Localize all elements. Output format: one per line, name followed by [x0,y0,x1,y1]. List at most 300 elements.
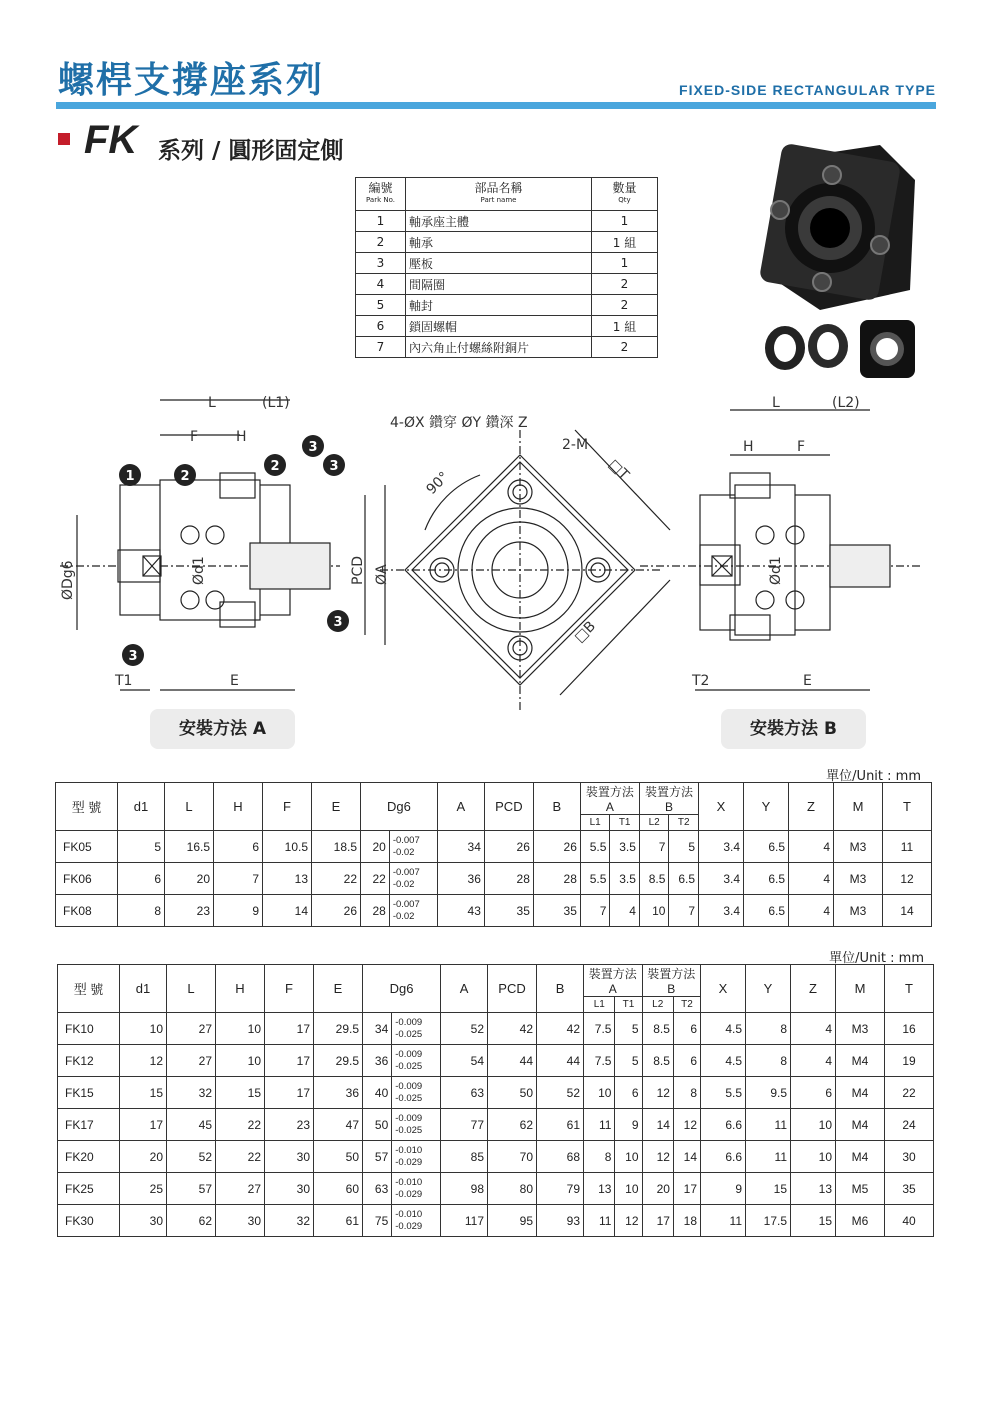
cell-Dg6: 34 [363,1013,392,1045]
cell-L1: 7 [580,895,610,927]
technical-drawings [40,385,960,715]
parts-row [356,316,658,337]
cell-tolerance [392,1077,441,1109]
tolerance-upper: -0.007 [392,898,420,910]
cell-tolerance [389,863,437,895]
product-photo [760,140,930,390]
title-rule [56,102,936,109]
cell-Dg6: 20 [361,831,390,863]
cell-F: 10.5 [263,831,312,863]
tolerance-upper: -0.009 [395,1080,423,1092]
dim-d1-b: Ød1 [768,556,784,585]
dimension-table-1 [55,782,932,927]
cell-F: 23 [265,1109,314,1141]
cell-T: 11 [883,831,932,863]
side-view-b [640,410,920,690]
header-model: 型 號 [58,965,120,1013]
cell-H: 10 [216,1013,265,1045]
cell-M: M4 [836,1045,885,1077]
header-T: T [883,783,932,831]
header-L1: L1 [580,815,610,831]
callout-2a: 2 [180,469,190,484]
cell-B: 26 [533,831,580,863]
cell-L1: 7.5 [584,1013,615,1045]
cell-M: M5 [836,1173,885,1205]
cell-d1: 25 [120,1173,167,1205]
cell-L1: 11 [584,1205,615,1237]
header-X: X [699,783,744,831]
cell-X: 4.5 [701,1013,746,1045]
cell-PCD: 28 [484,863,533,895]
header-model: 型 號 [56,783,118,831]
cell-L2: 10 [639,895,669,927]
header-A: A [441,965,488,1013]
cell-L1: 7.5 [584,1045,615,1077]
cell-T2: 6 [673,1045,700,1077]
dimension-table-2 [57,964,934,1237]
cell-tolerance [392,1045,441,1077]
tolerance-lower: -0.029 [395,1188,423,1200]
cell-B: 93 [537,1205,584,1237]
dim-d1-a: Ød1 [191,556,207,585]
cell-H: 15 [216,1077,265,1109]
cell-T2: 12 [673,1109,700,1141]
cell-tolerance [392,1109,441,1141]
cell-model: FK17 [58,1109,120,1141]
header-L1: L1 [584,997,615,1013]
cell-model: FK15 [58,1077,120,1109]
cell-Z: 4 [791,1045,836,1077]
cell-L1: 10 [584,1077,615,1109]
callout-3b: 3 [329,459,339,474]
header-method-a: 裝置方法 A [580,783,639,815]
cell-M: M4 [836,1109,885,1141]
parts-row [356,211,658,232]
cell-F: 32 [265,1205,314,1237]
dim-A: ØA [374,564,390,585]
cell-T1: 12 [615,1205,642,1237]
header-F: F [263,783,312,831]
header-method-b: 裝置方法 B [639,783,698,815]
cell-E: 22 [312,863,361,895]
cell-H: 30 [216,1205,265,1237]
cell-Dg6: 50 [363,1109,392,1141]
cell-L2: 20 [642,1173,673,1205]
cell-Z: 10 [791,1141,836,1173]
series-name: 系列 / 圓形固定側 [158,138,344,164]
cell-F: 30 [265,1173,314,1205]
cell-B: 68 [537,1141,584,1173]
cell-H: 9 [214,895,263,927]
tolerance-upper: -0.009 [395,1112,423,1124]
header-Dg6: Dg6 [361,783,438,831]
parts-table [355,177,658,358]
cell-F: 14 [263,895,312,927]
cell-model: FK30 [58,1205,120,1237]
header-PCD: PCD [488,965,537,1013]
cell-d1: 6 [118,863,165,895]
cell-T2: 6 [673,1013,700,1045]
cell-E: 18.5 [312,831,361,863]
cell-T1: 6 [615,1077,642,1109]
cell-Z: 13 [791,1173,836,1205]
header-L: L [167,965,216,1013]
cell-T2: 18 [673,1205,700,1237]
cell-L2: 7 [639,831,669,863]
cell-tolerance [389,895,437,927]
tolerance-lower: -0.029 [395,1156,423,1168]
header-T1: T1 [615,997,642,1013]
cell-Y: 6.5 [744,895,789,927]
parts-row [356,232,658,253]
dim-L2: (L2) [832,395,860,411]
parts-cell-name: 鎖固螺帽 [406,316,592,337]
tolerance-lower: -0.025 [395,1060,423,1072]
tolerance-lower: -0.029 [395,1220,423,1232]
cell-X: 6.6 [701,1109,746,1141]
parts-cell-name: 壓板 [406,253,592,274]
cell-L: 23 [165,895,214,927]
dim-T: □T [605,456,632,484]
cell-L1: 13 [584,1173,615,1205]
cell-PCD: 95 [488,1205,537,1237]
parts-header-name: 部品名稱 Part name [406,178,592,211]
cell-M: M3 [834,831,883,863]
cell-X: 3.4 [699,831,744,863]
cell-tolerance [392,1205,441,1237]
side-view-a [60,400,385,690]
parts-cell-qty: 2 [592,337,658,358]
header-L2: L2 [642,997,673,1013]
dim-L1: (L1) [262,395,290,411]
cell-Z: 4 [791,1013,836,1045]
table-row [58,1013,934,1045]
header-d1: d1 [120,965,167,1013]
unit-label-1: 單位/Unit : mm [826,769,921,784]
cell-L2: 8.5 [642,1045,673,1077]
header-Y: Y [746,965,791,1013]
tolerance-upper: -0.007 [392,866,420,878]
dim-H-b: H [743,439,754,455]
table-row [58,1109,934,1141]
parts-row [356,274,658,295]
cell-T1: 9 [615,1109,642,1141]
table-header-row [56,783,932,815]
cell-L2: 12 [642,1141,673,1173]
parts-cell-name: 間隔圈 [406,274,592,295]
cell-A: 43 [437,895,484,927]
cell-model: FK05 [56,831,118,863]
dim-E-b: E [803,673,812,689]
cell-L: 27 [167,1045,216,1077]
dim-T2: T2 [692,673,710,689]
cell-T: 30 [885,1141,934,1173]
cell-L: 16.5 [165,831,214,863]
header-H: H [214,783,263,831]
cell-L1: 5.5 [580,863,610,895]
cell-E: 60 [314,1173,363,1205]
dim-F-b: F [797,439,806,455]
header-T2: T2 [669,815,699,831]
cell-H: 22 [216,1109,265,1141]
dim-T1: T1 [115,673,133,689]
table-row [56,863,932,895]
header-PCD: PCD [484,783,533,831]
parts-row [356,295,658,316]
header-F: F [265,965,314,1013]
cell-T2: 6.5 [669,863,699,895]
cell-T: 16 [885,1013,934,1045]
header-Dg6: Dg6 [363,965,441,1013]
header-L2: L2 [639,815,669,831]
parts-cell-qty: 1 [592,253,658,274]
cell-H: 7 [214,863,263,895]
tolerance-lower: -0.02 [392,910,415,922]
cell-F: 17 [265,1077,314,1109]
tolerance-upper: -0.009 [395,1016,423,1028]
cell-T: 40 [885,1205,934,1237]
callout-2b: 2 [270,459,280,474]
dim-angle: 90° [423,468,453,498]
cell-tolerance [389,831,437,863]
series-code: FK [84,118,138,162]
cell-A: 117 [441,1205,488,1237]
parts-cell-qty: 1 組 [592,232,658,253]
cell-T: 24 [885,1109,934,1141]
cell-PCD: 44 [488,1045,537,1077]
cell-d1: 20 [120,1141,167,1173]
cell-L: 62 [167,1205,216,1237]
header-B: B [537,965,584,1013]
cell-X: 6.6 [701,1141,746,1173]
cell-PCD: 50 [488,1077,537,1109]
cell-PCD: 42 [488,1013,537,1045]
cell-L: 20 [165,863,214,895]
cell-X: 5.5 [701,1077,746,1109]
dim-L-b: L [772,395,780,411]
cell-Z: 15 [791,1205,836,1237]
cell-Dg6: 63 [363,1173,392,1205]
cell-T1: 5 [615,1045,642,1077]
cell-X: 11 [701,1205,746,1237]
header-X: X [701,965,746,1013]
cell-L: 45 [167,1109,216,1141]
cell-A: 52 [441,1013,488,1045]
cell-Y: 17.5 [746,1205,791,1237]
cell-T: 12 [883,863,932,895]
cell-PCD: 70 [488,1141,537,1173]
cell-H: 6 [214,831,263,863]
cell-F: 30 [265,1141,314,1173]
cell-T2: 7 [669,895,699,927]
cell-tolerance [392,1141,441,1173]
cell-H: 22 [216,1141,265,1173]
parts-cell-name: 內六角止付螺絲附銅片 [406,337,592,358]
parts-cell-no: 5 [356,295,406,316]
cell-Dg6: 57 [363,1141,392,1173]
tolerance-lower: -0.025 [395,1124,423,1136]
cell-X: 9 [701,1173,746,1205]
cell-Y: 9.5 [746,1077,791,1109]
cell-T1: 5 [615,1013,642,1045]
cell-Z: 10 [791,1109,836,1141]
cell-d1: 17 [120,1109,167,1141]
cell-M: M4 [836,1141,885,1173]
cell-F: 17 [265,1013,314,1045]
cell-Dg6: 36 [363,1045,392,1077]
cell-T1: 3.5 [610,863,640,895]
cell-A: 77 [441,1109,488,1141]
cell-Y: 6.5 [744,831,789,863]
method-a-label: 安裝方法 A [150,709,295,749]
cell-model: FK08 [56,895,118,927]
cell-d1: 5 [118,831,165,863]
header-Y: Y [744,783,789,831]
cell-PCD: 62 [488,1109,537,1141]
table-row [58,1141,934,1173]
header-T1: T1 [610,815,640,831]
cell-Dg6: 22 [361,863,390,895]
cell-tolerance [392,1173,441,1205]
cell-B: 35 [533,895,580,927]
header-E: E [312,783,361,831]
header-M: M [836,965,885,1013]
parts-cell-qty: 1 [592,211,658,232]
cell-L1: 8 [584,1141,615,1173]
cell-T2: 17 [673,1173,700,1205]
parts-header-no: 編號 Park No. [356,178,406,211]
cell-L2: 8.5 [639,863,669,895]
cell-E: 47 [314,1109,363,1141]
parts-cell-no: 4 [356,274,406,295]
cell-Y: 6.5 [744,863,789,895]
cell-L1: 11 [584,1109,615,1141]
cell-T1: 10 [615,1173,642,1205]
parts-row [356,253,658,274]
cell-L: 27 [167,1013,216,1045]
cell-T: 19 [885,1045,934,1077]
cell-model: FK25 [58,1173,120,1205]
tolerance-upper: -0.007 [392,834,420,846]
cell-d1: 15 [120,1077,167,1109]
header-method-b: 裝置方法 B [642,965,701,997]
cell-M: M6 [836,1205,885,1237]
tolerance-upper: -0.009 [395,1048,423,1060]
cell-F: 13 [263,863,312,895]
parts-cell-no: 6 [356,316,406,337]
cell-T1: 4 [610,895,640,927]
cell-A: 98 [441,1173,488,1205]
header-E: E [314,965,363,1013]
parts-cell-name: 軸承座主體 [406,211,592,232]
page-subtitle: FIXED-SIDE RECTANGULAR TYPE [679,82,936,98]
series-marker [58,133,70,145]
cell-A: 54 [441,1045,488,1077]
cell-L1: 5.5 [580,831,610,863]
header-A: A [437,783,484,831]
dim-H-a: H [236,429,247,445]
parts-cell-qty: 2 [592,274,658,295]
cell-T2: 14 [673,1141,700,1173]
tolerance-upper: -0.010 [395,1176,423,1188]
cell-model: FK06 [56,863,118,895]
cell-L: 52 [167,1141,216,1173]
header-T2: T2 [673,997,700,1013]
tolerance-lower: -0.02 [392,878,415,890]
cell-Y: 11 [746,1141,791,1173]
parts-cell-name: 軸承 [406,232,592,253]
header-H: H [216,965,265,1013]
unit-label-2: 單位/Unit : mm [829,951,924,966]
dim-Dg6-a: ØDg6 [60,560,76,600]
header-M: M [834,783,883,831]
cell-M: M3 [836,1013,885,1045]
dim-holes: 4-ØX 鑽穿 ØY 鑽深 Z [390,415,528,431]
cell-M: M3 [834,863,883,895]
cell-PCD: 35 [484,895,533,927]
cell-Dg6: 28 [361,895,390,927]
cell-T: 22 [885,1077,934,1109]
cell-Dg6: 75 [363,1205,392,1237]
cell-A: 36 [437,863,484,895]
header-Z: Z [791,965,836,1013]
cell-M: M4 [836,1077,885,1109]
cell-T1: 10 [615,1141,642,1173]
callout-3d: 3 [128,649,138,664]
tolerance-upper: -0.010 [395,1208,423,1220]
parts-cell-no: 7 [356,337,406,358]
callout-3a: 3 [308,440,318,455]
table-row [58,1205,934,1237]
cell-M: M3 [834,895,883,927]
method-b-label: 安裝方法 B [721,709,866,749]
cell-X: 3.4 [699,863,744,895]
cell-PCD: 80 [488,1173,537,1205]
parts-cell-name: 軸封 [406,295,592,316]
cell-L2: 14 [642,1109,673,1141]
parts-cell-no: 2 [356,232,406,253]
cell-H: 10 [216,1045,265,1077]
parts-cell-qty: 1 組 [592,316,658,337]
cell-Y: 8 [746,1013,791,1045]
cell-T1: 3.5 [610,831,640,863]
dim-L-a: L [208,395,216,411]
cell-d1: 10 [120,1013,167,1045]
cell-E: 36 [314,1077,363,1109]
cell-d1: 30 [120,1205,167,1237]
cell-B: 44 [537,1045,584,1077]
table-row [58,1045,934,1077]
cell-L: 57 [167,1173,216,1205]
parts-cell-no: 3 [356,253,406,274]
cell-Y: 11 [746,1109,791,1141]
cell-T: 35 [885,1173,934,1205]
cell-L2: 8.5 [642,1013,673,1045]
cell-Z: 6 [791,1077,836,1109]
dim-M: 2-M [562,437,589,453]
cell-H: 27 [216,1173,265,1205]
cell-Y: 8 [746,1045,791,1077]
cell-X: 3.4 [699,895,744,927]
tolerance-upper: -0.010 [395,1144,423,1156]
cell-B: 61 [537,1109,584,1141]
header-B: B [533,783,580,831]
cell-Dg6: 40 [363,1077,392,1109]
parts-row [356,337,658,358]
dim-F-a: F [190,429,199,445]
cell-A: 34 [437,831,484,863]
cell-T2: 5 [669,831,699,863]
